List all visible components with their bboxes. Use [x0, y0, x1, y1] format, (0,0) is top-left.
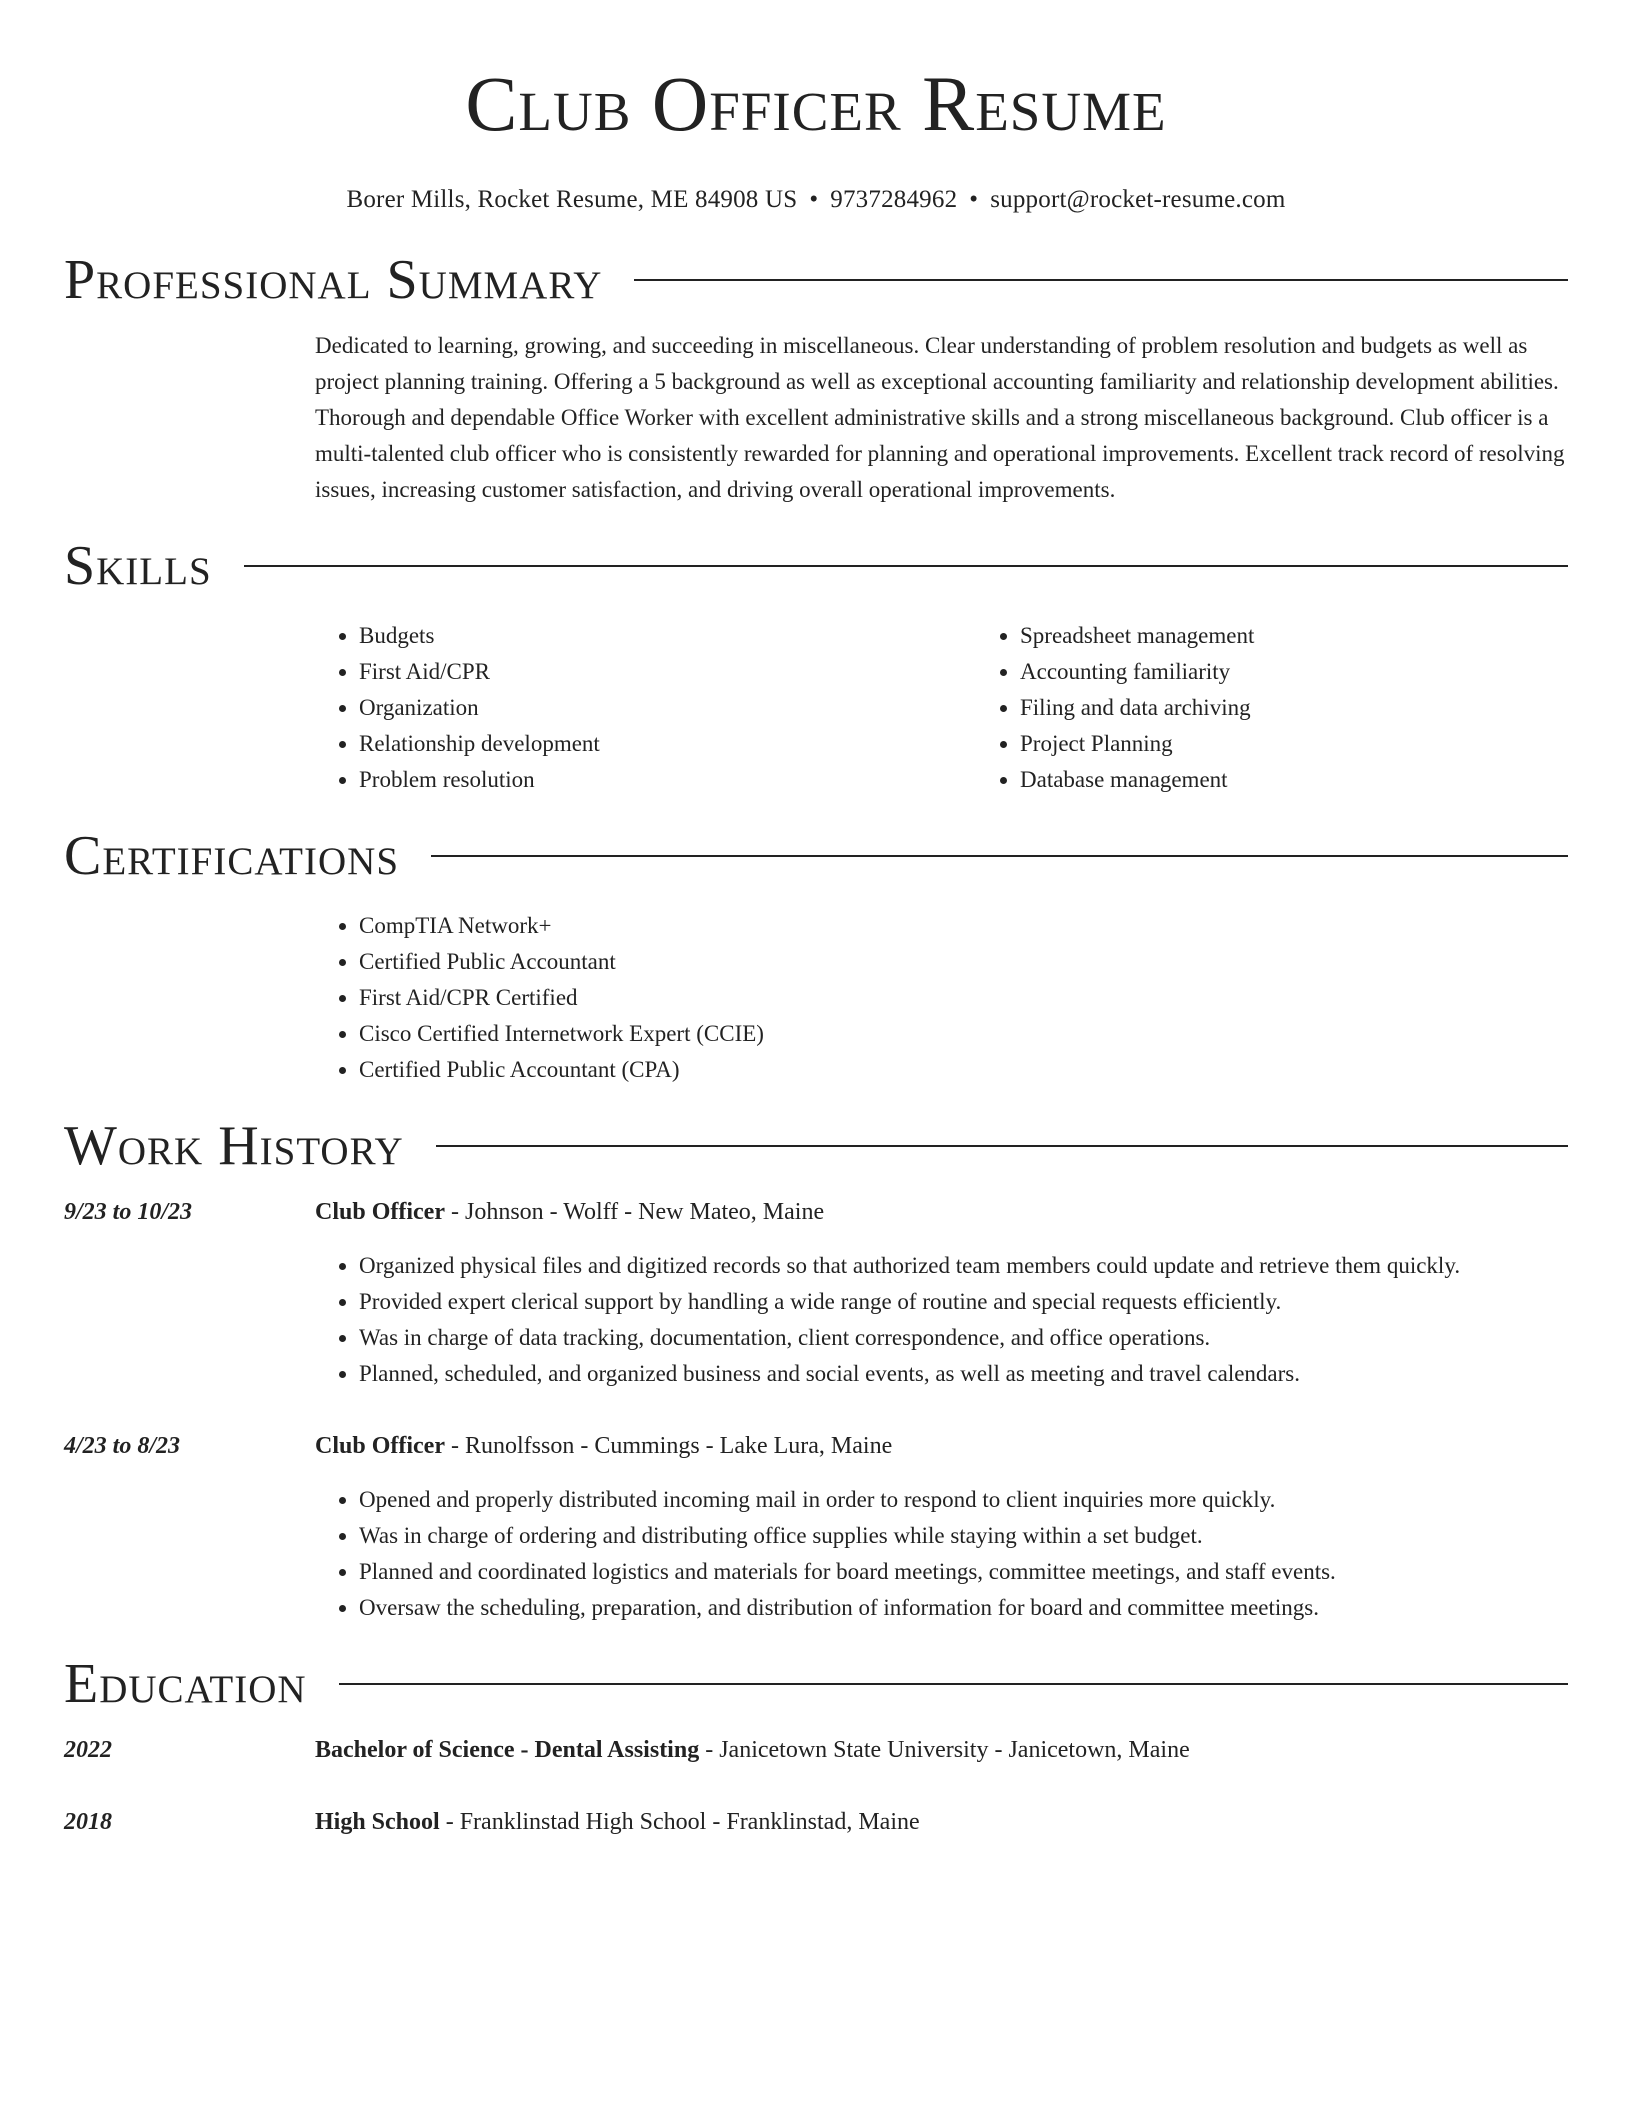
- skill-item: • Budgets: [359, 618, 976, 654]
- summary-header: [64, 244, 1568, 316]
- section-divider: [339, 1683, 1568, 1685]
- job-entry: [64, 1194, 1568, 1392]
- section-divider: [244, 565, 1568, 567]
- education-line: [315, 1732, 1190, 1768]
- certification-item: • Certified Public Accountant: [359, 944, 1568, 980]
- job-bullet: • Planned and coordinated logistics and materials for board meetings, committee meetings, and staff events.: [359, 1554, 1568, 1590]
- skill-item: • Database management: [1020, 762, 1632, 798]
- job-header: [64, 1194, 1568, 1230]
- education-school: - Janicetown State University - Janicetown, Maine: [699, 1737, 1190, 1763]
- certification-item: • First Aid/CPR Certified: [359, 980, 1568, 1016]
- certification-item: • CompTIA Network+: [359, 908, 1568, 944]
- skill-item: • Project Planning: [1020, 726, 1632, 762]
- contact-line: [64, 184, 1568, 216]
- job-bullet: • Oversaw the scheduling, preparation, and distribution of information for board and committee meetings.: [359, 1590, 1568, 1626]
- job-employer: - Runolfsson - Cummings - Lake Lura, Maine: [444, 1433, 893, 1459]
- job-employer: - Johnson - Wolff - New Mateo, Maine: [444, 1199, 825, 1225]
- job-bullets: [315, 1248, 1568, 1392]
- certification-item: • Certified Public Accountant (CPA): [359, 1052, 1568, 1088]
- resume-title: Club Officer Resume: [465, 60, 1167, 147]
- job-dates: 4/23 to 8/23: [64, 1433, 181, 1459]
- contact-email[interactable]: support@rocket-resume.com: [990, 186, 1286, 213]
- job-bullet: • Was in charge of ordering and distributing office supplies while staying within a set budget.: [359, 1518, 1568, 1554]
- job-title-line: [315, 1194, 824, 1230]
- education-header: [64, 1648, 1568, 1720]
- contact-phone: 9737284962: [830, 186, 958, 213]
- skills-left-list: [315, 618, 976, 798]
- job-header: [64, 1428, 1568, 1464]
- skill-item: • Organization: [359, 690, 976, 726]
- skill-item: • Accounting familiarity: [1020, 654, 1632, 690]
- contact-separator: •: [809, 186, 819, 213]
- certification-item: • Cisco Certified Internetwork Expert (CCIE): [359, 1016, 1568, 1052]
- certifications-list-wrap: [315, 908, 1568, 1088]
- skill-item: • Relationship development: [359, 726, 976, 762]
- skills-heading: Skills: [64, 535, 212, 597]
- section-divider: [634, 279, 1568, 281]
- work-history-header: [64, 1110, 1568, 1182]
- job-entry: [64, 1428, 1568, 1626]
- job-bullet: • Planned, scheduled, and organized business and social events, as well as meeting and travel calendars.: [359, 1356, 1568, 1392]
- job-bullet: • Organized physical files and digitized records so that authorized team members could update and retrieve them quickly.: [359, 1248, 1568, 1284]
- skills-header: [64, 530, 1568, 602]
- skill-item: • Spreadsheet management: [1020, 618, 1632, 654]
- job-title: Club Officer: [315, 1433, 445, 1459]
- job-dates: 9/23 to 10/23: [64, 1199, 193, 1225]
- work-history-section: [64, 1110, 1568, 1626]
- education-entry: [64, 1804, 1568, 1840]
- education-line: [315, 1804, 920, 1840]
- section-divider: [436, 1145, 1568, 1147]
- certifications-section: [64, 820, 1568, 1088]
- certifications-heading: Certifications: [64, 825, 400, 887]
- contact-address: Borer Mills, Rocket Resume, ME 84908 US: [346, 186, 798, 213]
- summary-text: Dedicated to learning, growing, and succeeding in miscellaneous. Clear understanding of problem resolution and budgets as well as project planning training. Offering a 5 background as well as exceptional accounting familiarity and relationship development abilities. Thorough and dependable Office Worker with excellent administrative skills and a strong miscellaneous background. Club officer is a multi-talented club officer who is consistently rewarded for planning and operational improvements. Excellent track record of resolving issues, increasing customer satisfaction, and driving overall operational improvements.: [315, 333, 1565, 502]
- job-bullets: [315, 1482, 1568, 1626]
- job-title-line: [315, 1428, 892, 1464]
- summary-heading: Professional Summary: [64, 249, 603, 311]
- skill-item: • First Aid/CPR: [359, 654, 976, 690]
- skills-grid: [315, 618, 1568, 798]
- skill-item: • Filing and data archiving: [1020, 690, 1632, 726]
- skills-section: [64, 530, 1568, 798]
- contact-separator: •: [969, 186, 979, 213]
- education-degree: Bachelor of Science - Dental Assisting: [315, 1737, 700, 1763]
- job-bullet: • Opened and properly distributed incoming mail in order to respond to client inquiries more quickly.: [359, 1482, 1568, 1518]
- certifications-header: [64, 820, 1568, 892]
- job-bullets-wrap: [315, 1482, 1568, 1626]
- section-divider: [431, 855, 1568, 857]
- job-title: Club Officer: [315, 1199, 445, 1225]
- certifications-list: [315, 908, 1568, 1088]
- summary-section: [64, 244, 1568, 508]
- skill-item: • Problem resolution: [359, 762, 976, 798]
- education-year: 2018: [64, 1809, 112, 1835]
- education-year: 2022: [64, 1737, 112, 1763]
- job-bullet: • Was in charge of data tracking, documentation, client correspondence, and office operations.: [359, 1320, 1568, 1356]
- education-degree: High School: [315, 1809, 440, 1835]
- work-history-heading: Work History: [64, 1115, 404, 1177]
- job-bullets-wrap: [315, 1248, 1568, 1392]
- education-school: - Franklinstad High School - Franklinstad, Maine: [439, 1809, 920, 1835]
- education-heading: Education: [64, 1653, 307, 1715]
- job-bullet: • Provided expert clerical support by handling a wide range of routine and special requests efficiently.: [359, 1284, 1568, 1320]
- education-entry: [64, 1732, 1568, 1768]
- skills-right-list: [976, 618, 1632, 798]
- education-section: [64, 1648, 1568, 1840]
